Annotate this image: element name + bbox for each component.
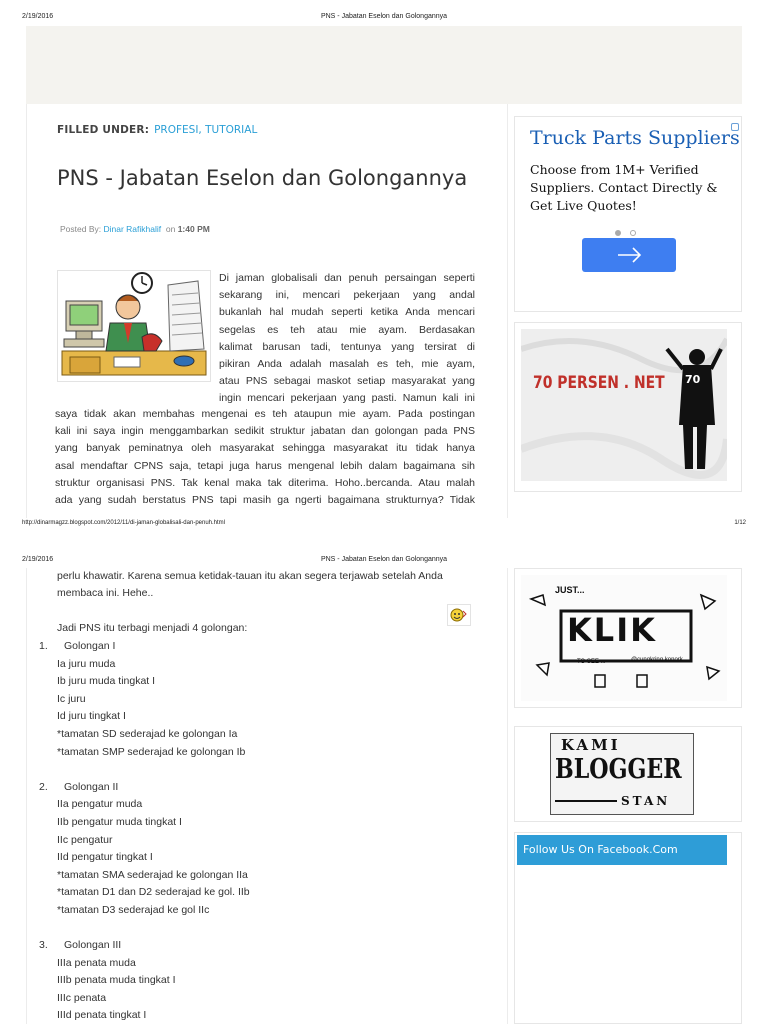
smiley-emoticon-icon [447, 604, 471, 626]
golongan-line: IIc pengatur [57, 833, 113, 846]
posted-by-label: Posted By: [60, 224, 102, 234]
continued-line: Jadi PNS itu terbagi menjadi 4 golongan: [57, 621, 248, 634]
just-text: JUST... [555, 585, 585, 595]
post-body-text [55, 406, 475, 509]
jersey-number: 70 [685, 373, 701, 386]
golongan-item [27, 638, 497, 761]
category-links[interactable]: PROFESI, TUTORIAL [154, 124, 258, 136]
ad-widget[interactable] [514, 116, 742, 312]
print-page-number: 1/12 [734, 520, 746, 526]
intro-line: ingin mencari pekerjaan yang pasti. Namun kali ini [219, 392, 475, 405]
kami-blogger-logo [550, 733, 694, 815]
intro-line: Di jaman globalisali dan penuh persaingan seperti [219, 272, 475, 284]
to-see-text: TO SEE ... [577, 659, 606, 665]
ad-title[interactable]: Truck Parts Suppliers [530, 127, 740, 149]
post-byline [60, 224, 210, 234]
golongan-line: Id juru tingkat I [57, 710, 126, 723]
banner-70-text: 70 PERSEN . NET [533, 373, 665, 393]
golongan-item [27, 937, 497, 1024]
body-line: saya tidak akan membahas mengenai es teh ataupun mie ayam. Pada postingan [55, 408, 475, 420]
stressed-worker-illustration [57, 270, 211, 382]
continued-line: perlu khawatir. Karena semua ketidak-tauan itu akan segera terjawab setelah Anda [57, 570, 443, 582]
banner-kami-blogger-stan[interactable] [514, 726, 742, 822]
list-number: 3. [39, 939, 48, 952]
body-line: kali ini saya ingin menggambarkan sedikit struktur jabatan dan golongan pada PNS [55, 425, 475, 438]
print-url: http://dinarmagzz.blogspot.com/2012/11/di-jaman-globalisali-dan-penuh.html [22, 520, 226, 526]
intro-line: atau PNS sebagai maskot setiap masyarakat yang [219, 375, 475, 388]
ad-body: Choose from 1M+ Verified Suppliers. Contact Directly & Get Live Quotes! [530, 162, 718, 213]
ad-next-button[interactable] [582, 238, 676, 272]
intro-line: pikiran Anda adalah masalah es teh, mie ayam, [219, 358, 475, 371]
continued-line [57, 602, 477, 619]
intro-line: kalimat barusan tadi, tentunya yang tersirat di [219, 340, 475, 353]
banner-70-persen[interactable] [514, 322, 742, 492]
top-banner-area [26, 26, 742, 104]
follow-facebook-widget [514, 832, 742, 1024]
author-link[interactable]: Dinar Rafikhalif [103, 224, 162, 234]
kami-line3: STAN [621, 794, 671, 808]
arrow-right-icon [582, 238, 676, 272]
print-date: 2/19/2016 [22, 556, 54, 563]
list-number: 2. [39, 780, 48, 793]
golongan-name: Golongan I [64, 640, 116, 652]
post-column [26, 104, 508, 518]
carousel-dot[interactable] [630, 230, 636, 236]
golongan-line: *tamatan SMP sederajad ke golongan Ib [57, 745, 246, 758]
intro-line: segelas es teh atau mie ayam. Berdasakan [219, 323, 475, 336]
print-footer [0, 518, 768, 530]
golongan-item [27, 779, 497, 920]
body-line: ada yang sudah berstatus PNS tapi masih ga ngerti bagaimana strukturnya? Tidak [55, 494, 475, 507]
golongan-list [27, 638, 497, 1024]
golongan-line: IIa pengatur muda [57, 798, 143, 811]
golongan-line: *tamatan SMA sederajad ke golongan IIa [57, 868, 248, 881]
post-title: PNS - Jabatan Eselon dan Golongannya [57, 166, 468, 190]
body-line: yang banyak peminatnya oleh masyarakat sehingga masyarakat itu tidak hanya [55, 442, 475, 455]
body-line: struktur organisasi PNS. Tak kenal maka tak diterima. Hoho..bercanda. Atau malah [55, 476, 475, 489]
follow-facebook-header[interactable]: Follow Us On Facebook.Com [517, 835, 727, 865]
golongan-line: Ic juru [57, 692, 86, 705]
golongan-line: *tamatan SD sederajad ke golongan Ia [57, 727, 238, 740]
kami-line2: BLOGGER [555, 754, 682, 785]
on-label: on [165, 224, 176, 234]
golongan-name: Golongan III [64, 939, 122, 952]
banner-just-klik[interactable] [514, 568, 742, 708]
golongan-line: *tamatan D1 dan D2 sederajad ke gol. IIb [57, 886, 250, 899]
continued-line: membaca ini. Hehe.. [57, 587, 154, 600]
list-number: 1. [39, 640, 48, 652]
golongan-line: IIId penata tingkat I [57, 1009, 147, 1022]
print-title: PNS - Jabatan Eselon dan Golongannya [320, 556, 448, 563]
golongan-line: IIb pengatur muda tingkat I [57, 815, 182, 828]
handle-text: @cungkring konork [631, 657, 683, 663]
ad-choices-icon[interactable] [731, 123, 739, 131]
post-column-continued [26, 568, 508, 1024]
golongan-line: Ib juru muda tingkat I [57, 675, 156, 688]
post-time: 1:40 PM [177, 224, 210, 234]
golongan-line: IId pengatur tingkat I [57, 851, 153, 864]
intro-line: bukanlah hal mudah seperti ketika Anda mencari [219, 306, 475, 319]
print-title: PNS - Jabatan Eselon dan Golongannya [320, 13, 448, 20]
filed-under [57, 124, 257, 136]
golongan-line: IIIc penata [57, 991, 107, 1004]
kami-line1: KAMI [561, 736, 621, 754]
golongan-line: IIIb penata muda tingkat I [57, 974, 176, 987]
filed-under-label: FILLED UNDER: [57, 124, 150, 136]
golongan-line: *tamatan D3 sederajad ke gol IIc [57, 903, 210, 916]
intro-line: sekarang ini, mencari pekerjaan yang andal [219, 289, 475, 302]
continued-text [57, 568, 477, 637]
golongan-line: Ia juru muda [57, 657, 116, 670]
golongan-name: Golongan II [64, 780, 119, 793]
body-line: asal mendaftar CPNS saja, tetapi juga harus mengenal lebih dalam bagaimana sih [55, 459, 475, 472]
page-2 [0, 568, 768, 1024]
golongan-line: IIIa penata muda [57, 956, 136, 969]
carousel-dot-active[interactable] [615, 230, 621, 236]
klik-text: KLIK [567, 611, 657, 649]
print-date: 2/19/2016 [22, 13, 54, 20]
post-intro-text [219, 270, 475, 408]
print-header-2 [0, 553, 768, 567]
